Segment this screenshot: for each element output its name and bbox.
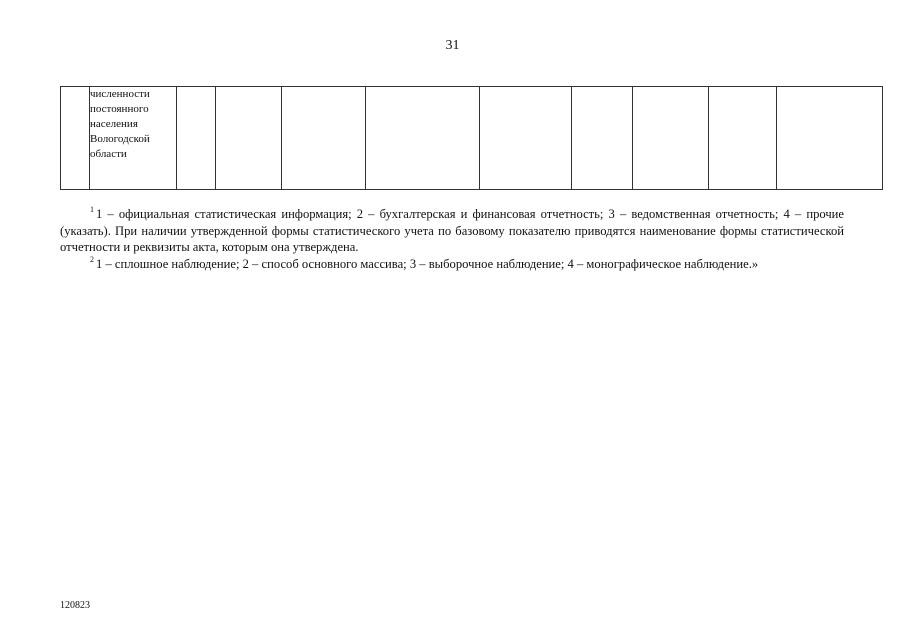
table-cell xyxy=(777,87,883,190)
indicator-name-line: Вологодской xyxy=(90,133,150,145)
footnotes xyxy=(60,206,844,272)
table-cell xyxy=(633,87,709,190)
indicator-name-line: населения xyxy=(90,118,138,130)
footnote-text: 1 – сплошное наблюдение; 2 – способ основного массива; 3 – выборочное наблюдение; 4 – монографическое наблюдение.» xyxy=(96,256,759,271)
indicator-name-line: области xyxy=(90,148,127,160)
table-cell xyxy=(709,87,777,190)
table-cell xyxy=(177,87,216,190)
page-number: 31 xyxy=(445,38,460,53)
indicator-name-cell xyxy=(90,87,177,190)
document-code: 120823 xyxy=(60,600,90,611)
indicator-name-line: численности xyxy=(90,88,150,100)
indicator-name-line: постоянного xyxy=(90,103,149,115)
indicator-table-continuation xyxy=(60,86,883,190)
footnote-2 xyxy=(60,256,844,273)
table-cell xyxy=(216,87,282,190)
footnote-1 xyxy=(60,206,844,256)
table-cell xyxy=(572,87,633,190)
footnote-marker: 1 xyxy=(90,205,94,214)
footnote-marker: 2 xyxy=(90,254,94,264)
table-cell xyxy=(61,87,90,190)
table-cell xyxy=(366,87,480,190)
table-cell xyxy=(480,87,572,190)
table-cell xyxy=(282,87,366,190)
footnote-text: 1 – официальная статистическая информация; 2 – бухгалтерская и финансовая отчетность; 3 – ведомственная отчетность; 4 – прочие (указать). При наличии утвержденной формы статистического учета по базовому показателю приводятся наименование формы статистической отчетности и реквизиты акта, которым она утверждена. xyxy=(60,207,844,254)
table-row xyxy=(61,87,883,190)
